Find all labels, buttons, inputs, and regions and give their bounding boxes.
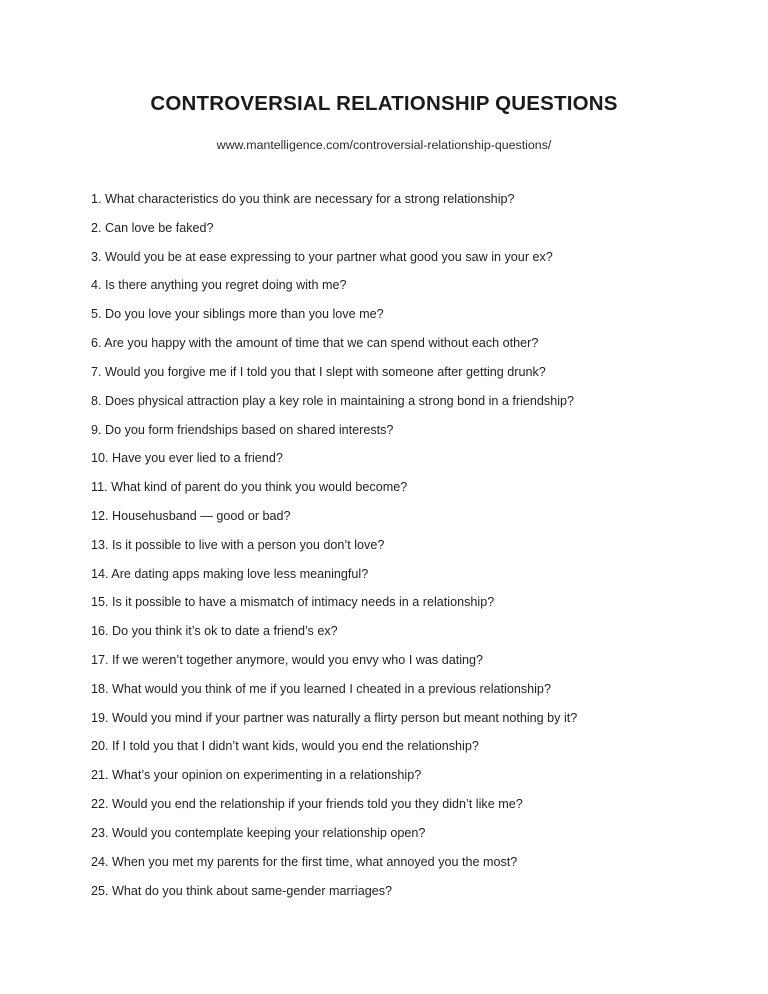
question-list (91, 193, 651, 913)
question-item: 24. When you met my parents for the first time, what annoyed you the most? (91, 854, 518, 869)
question-item: 7. Would you forgive me if I told you that I slept with someone after getting drunk? (91, 364, 546, 379)
question-item: 1. What characteristics do you think are necessary for a strong relationship? (91, 192, 515, 206)
question-item: 20. If I told you that I didn’t want kids, would you end the relationship? (91, 739, 479, 754)
question-item: 18. What would you think of me if you learned I cheated in a previous relationship? (91, 681, 551, 696)
question-item: 8. Does physical attraction play a key role in maintaining a strong bond in a friendship? (91, 393, 575, 408)
question-item: 16. Do you think it’s ok to date a friend’s ex? (91, 624, 338, 639)
question-item: 4. Is there anything you regret doing with me? (91, 278, 347, 293)
question-item: 22. Would you end the relationship if your friends told you they didn’t like me? (91, 797, 523, 812)
question-item: 6. Are you happy with the amount of time that we can spend without each other? (91, 336, 539, 351)
question-item: 17. If we weren’t together anymore, would you envy who I was dating? (91, 653, 484, 667)
question-item: 11. What kind of parent do you think you would become? (91, 480, 408, 495)
question-item: 2. Can love be faked? (91, 220, 214, 235)
question-item: 25. What do you think about same-gender marriages? (91, 883, 393, 898)
question-item: 12. Househusband — good or bad? (91, 508, 291, 523)
question-item: 5. Do you love your siblings more than you love me? (91, 307, 384, 322)
question-item: 9. Do you form friendships based on shared interests? (91, 422, 394, 437)
page-title: CONTROVERSIAL RELATIONSHIP QUESTIONS (150, 92, 618, 115)
question-item: 19. Would you mind if your partner was naturally a flirty person but meant nothing by it? (91, 710, 578, 725)
question-item: 21. What’s your opinion on experimenting in a relationship? (91, 768, 422, 783)
question-item: 13. Is it possible to live with a person you don’t love? (91, 537, 385, 552)
question-item: 3. Would you be at ease expressing to your partner what good you saw in your ex? (91, 249, 553, 264)
source-url: www.mantelligence.com/controversial-relationship-questions/ (216, 138, 552, 152)
question-item: 23. Would you contemplate keeping your relationship open? (91, 825, 426, 840)
question-item: 14. Are dating apps making love less meaningful? (91, 566, 369, 581)
question-item: 10. Have you ever lied to a friend? (91, 451, 283, 466)
question-item: 15. Is it possible to have a mismatch of intimacy needs in a relationship? (91, 595, 495, 610)
